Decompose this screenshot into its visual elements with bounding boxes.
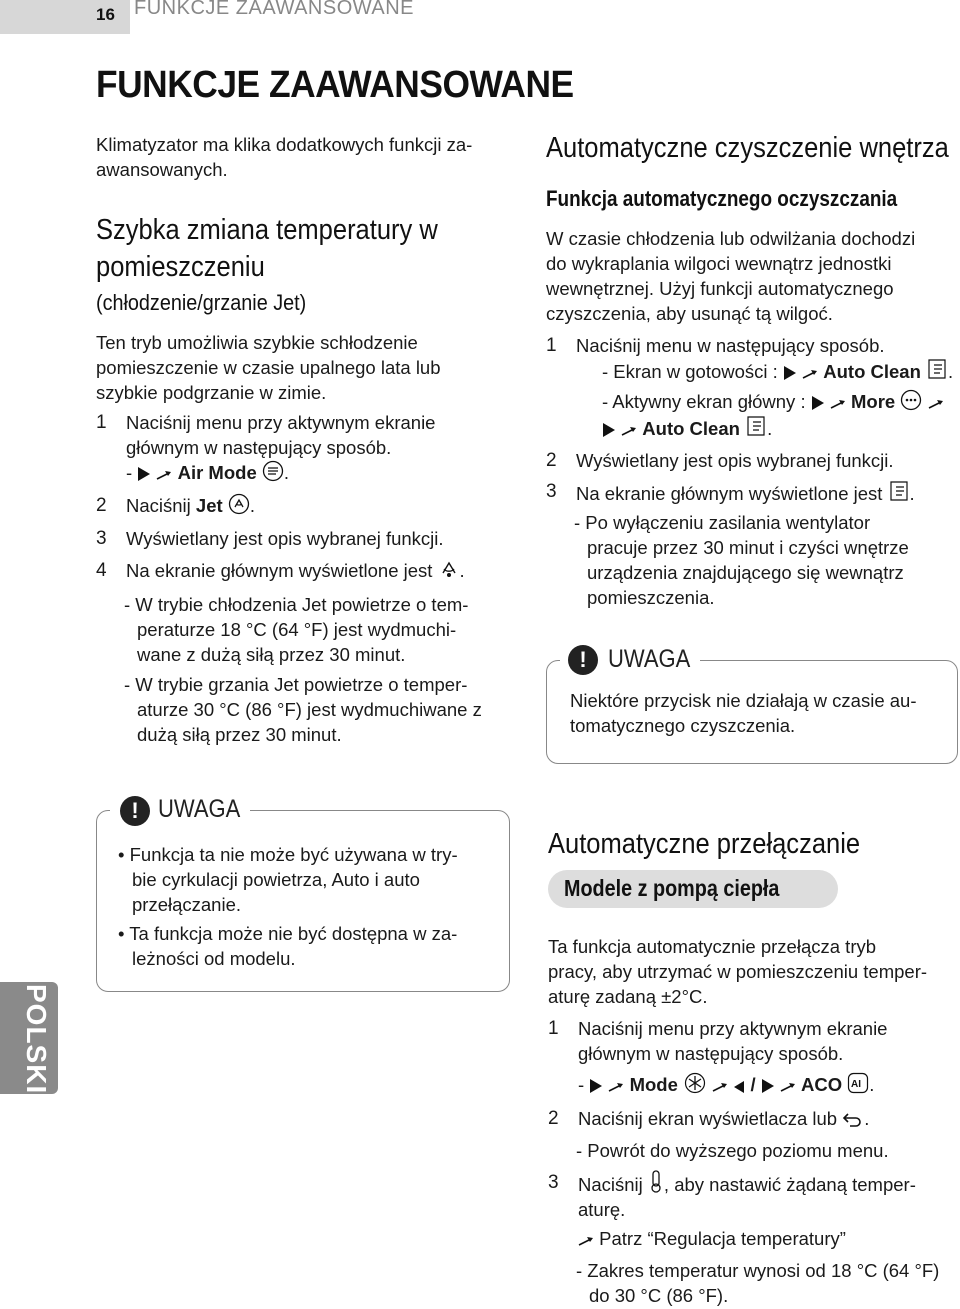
path-label: - Aktywny ekran główny : xyxy=(602,391,806,412)
auto-clean-description xyxy=(546,226,956,326)
step-number: 2 xyxy=(546,450,557,471)
mode-label: Mode xyxy=(629,1074,678,1095)
auto-switch-description xyxy=(548,934,960,1009)
jet-label: Jet xyxy=(195,495,223,516)
desc-line: szybkie podgrzanie w zimie. xyxy=(96,382,327,403)
step-line: Naciśnij xyxy=(578,1174,643,1195)
model-pill-label: Modele z pompą ciepła xyxy=(564,875,780,901)
desc-line: pomieszczenie w czasie upalnego lata lub xyxy=(96,357,441,378)
jet-description xyxy=(96,330,516,405)
auto-clean-icon xyxy=(888,479,910,503)
play-arrow-icon xyxy=(811,395,825,411)
step-text xyxy=(576,479,915,506)
punct: . xyxy=(459,560,465,581)
punct: . xyxy=(283,462,290,483)
jet-step-3 xyxy=(96,526,516,552)
punct: . xyxy=(767,418,773,439)
right-arrow-icon xyxy=(802,369,818,381)
path-label: - Ekran w gotowości : xyxy=(602,361,778,382)
note-line: dużą siłą przez 30 minut. xyxy=(137,724,342,745)
right-arrow-icon xyxy=(712,1082,728,1094)
step-line: głównym w następujący sposób. xyxy=(126,437,392,458)
step-text xyxy=(126,558,465,583)
step-line: Naciśnij xyxy=(126,495,191,516)
jet-active-icon xyxy=(438,558,460,580)
clean-step-3 xyxy=(546,479,956,505)
auto-clean-icon xyxy=(745,414,767,438)
back-icon xyxy=(842,1110,864,1128)
step-number: 1 xyxy=(548,1018,559,1039)
play-arrow-icon xyxy=(783,365,797,381)
auto-clean-icon xyxy=(926,357,948,381)
punct: . xyxy=(249,495,255,516)
desc-line: wewnętrznej. Użyj funkcji automatycznego xyxy=(546,278,894,299)
thermometer-icon xyxy=(648,1170,664,1194)
note-line: peraturze 18 °C (64 °F) jest wydmuchi- xyxy=(137,619,457,640)
page-title: FUNKCJE ZAAWANSOWANE xyxy=(96,64,574,106)
clean-step-1 xyxy=(546,333,956,359)
jet-subtitle: (chłodzenie/grzanie Jet) xyxy=(96,290,307,315)
warning-icon: ! xyxy=(120,796,150,826)
note-item: • Ta funkcja może nie być dostępna w za- xyxy=(118,923,458,944)
step-line: , aby nastawić żądaną temper- xyxy=(663,1174,916,1195)
temperature-range xyxy=(576,1258,960,1308)
step-text xyxy=(126,410,435,485)
note-line: tomatycznego czyszczenia. xyxy=(570,715,796,736)
desc-line: Ta funkcja automatycznie przełącza tryb xyxy=(548,936,877,957)
note-line: aturze 30 °C (86 °F) jest wydmuchiwane z xyxy=(137,699,482,720)
range-line: do 30 °C (86 °F). xyxy=(589,1285,729,1306)
jet-icon xyxy=(228,493,250,515)
intro-text xyxy=(96,132,516,182)
air-mode-label: Air Mode xyxy=(177,462,257,483)
note-title: UWAGA xyxy=(608,645,691,673)
note-item: bie cyrkulacji powietrza, Auto i auto xyxy=(132,869,420,890)
left-arrow-icon xyxy=(733,1080,745,1094)
step-line: Na ekranie głównym wyświetlone jest xyxy=(126,560,433,581)
step-text xyxy=(578,1106,869,1131)
step-line: Na ekranie głównym wyświetlone jest xyxy=(576,483,883,504)
note-line: wane z dużą siłą przez 30 minut. xyxy=(137,644,406,665)
note-item: przełączanie. xyxy=(132,894,242,915)
jet-title-line: Szybka zmiana temperatury w xyxy=(96,214,438,246)
desc-line: czyszczenia, aby usunąć tą wilgoć. xyxy=(546,303,833,324)
step-text: Naciśnij menu w następujący sposób. xyxy=(576,335,885,356)
punct: . xyxy=(864,1108,870,1129)
more-label: More xyxy=(851,391,896,412)
temperature-reference xyxy=(578,1226,958,1251)
step-line: aturę. xyxy=(578,1199,626,1220)
right-arrow-icon xyxy=(578,1236,594,1248)
step-number: 3 xyxy=(548,1172,559,1193)
play-arrow-icon xyxy=(602,422,616,438)
auto-clean-label: Auto Clean xyxy=(823,361,921,382)
step-number: 3 xyxy=(96,528,107,549)
right-arrow-icon xyxy=(608,1082,624,1094)
desc-line: do wykraplania wilgoci wewnątrz jednostki xyxy=(546,253,892,274)
desc-line: aturę zadaną ±2°C. xyxy=(548,986,708,1007)
clean-standby-path xyxy=(602,357,960,384)
note-line: Niektóre przycisk nie działają w czasie au- xyxy=(570,690,917,711)
step-text xyxy=(126,493,255,518)
play-arrow-icon xyxy=(589,1078,603,1094)
jet-cool-note xyxy=(124,592,514,667)
clean-note-text xyxy=(570,688,950,738)
note-item: leżności od modelu. xyxy=(132,948,296,969)
svg-text:AI: AI xyxy=(851,1079,862,1090)
dash: - xyxy=(126,462,133,483)
right-arrow-icon xyxy=(156,470,172,482)
step-number: 2 xyxy=(548,1108,559,1129)
desc-line: pracy, aby utrzymać w pomieszczeniu temper- xyxy=(548,961,928,982)
switch-step-1 xyxy=(548,1016,958,1095)
reference-text: Patrz “Regulacja temperatury” xyxy=(599,1228,846,1249)
aco-icon xyxy=(847,1072,869,1094)
note-line: - W trybie grzania Jet powietrze o temper- xyxy=(124,674,468,695)
note-item: • Funkcja ta nie może być używana w try- xyxy=(118,844,458,865)
auto-clean-label: Auto Clean xyxy=(642,418,740,439)
jet-note-list xyxy=(118,842,498,971)
punct: . xyxy=(909,483,915,504)
clean-main-path-cont xyxy=(602,414,902,441)
running-title: FUNKCJE ZAAWANSOWANE xyxy=(134,0,415,19)
right-arrow-icon xyxy=(928,399,944,411)
jet-step-2 xyxy=(96,493,516,519)
right-arrow-icon xyxy=(621,426,637,438)
aco-label: ACO xyxy=(801,1074,843,1095)
jet-step-1 xyxy=(96,410,516,486)
note-line: pracuje przez 30 minut i czyści wnętrze xyxy=(587,537,909,558)
intro-line: awansowanych. xyxy=(96,159,228,180)
note-line: pomieszczenia. xyxy=(587,587,715,608)
auto-clean-subtitle: Funkcja automatycznego oczyszczania xyxy=(546,186,898,211)
step-line: Naciśnij menu przy aktywnym ekranie xyxy=(578,1018,888,1039)
jet-title xyxy=(96,212,438,286)
right-arrow-icon xyxy=(830,399,846,411)
punct: . xyxy=(869,1074,875,1095)
step-text: Wyświetlany jest opis wybranej funkcji. xyxy=(126,528,444,549)
clean-main-path xyxy=(602,389,960,414)
play-arrow-icon xyxy=(137,466,151,482)
air-mode-icon xyxy=(262,460,284,482)
play-arrow-icon xyxy=(761,1078,775,1094)
intro-line: Klimatyzator ma klika dodatkowych funkcji za- xyxy=(96,134,473,155)
step-line: głównym w następujący sposób. xyxy=(578,1043,844,1064)
dash: - xyxy=(578,1074,585,1095)
note-line: urządzenia znajdującego się wewnątrz xyxy=(587,562,904,583)
punct: . xyxy=(948,361,954,382)
desc-line: Ten tryb umożliwia szybkie schłodzenie xyxy=(96,332,418,353)
auto-switch-title: Automatyczne przełączanie xyxy=(548,828,861,860)
jet-heat-note xyxy=(124,672,514,747)
step-number: 2 xyxy=(96,495,107,516)
page-number: 16 xyxy=(96,5,115,24)
auto-clean-title: Automatyczne czyszczenie wnętrza xyxy=(546,132,949,164)
step-number: 4 xyxy=(96,560,107,581)
note-title: UWAGA xyxy=(158,795,241,823)
mode-snowflake-icon xyxy=(683,1072,707,1094)
step-text xyxy=(578,1170,916,1222)
switch-step-2-note: - Powrót do wyższego poziomu menu. xyxy=(576,1140,889,1161)
step-number: 1 xyxy=(546,335,557,356)
jet-step-4 xyxy=(96,558,516,584)
range-line: - Zakres temperatur wynosi od 18 °C (64 °F) xyxy=(576,1260,940,1281)
step-text: Wyświetlany jest opis wybranej funkcji. xyxy=(576,450,894,471)
jet-title-line: pomieszczeniu xyxy=(96,251,265,283)
step-number: 3 xyxy=(546,481,557,502)
switch-step-3 xyxy=(548,1170,958,1222)
more-icon xyxy=(900,389,922,411)
note-line: - Po wyłączeniu zasilania wentylator xyxy=(574,512,871,533)
switch-step-2 xyxy=(548,1106,958,1132)
clean-step-3-note xyxy=(574,510,954,610)
desc-line: W czasie chłodzenia lub odwilżania dochodzi xyxy=(546,228,916,249)
warning-icon: ! xyxy=(568,645,598,675)
right-arrow-icon xyxy=(780,1082,796,1094)
step-text xyxy=(578,1016,887,1097)
language-label: POLSKI xyxy=(21,984,52,1095)
step-path xyxy=(126,460,435,485)
clean-step-2 xyxy=(546,448,956,474)
note-line: - W trybie chłodzenia Jet powietrze o tem- xyxy=(124,594,469,615)
step-number: 1 xyxy=(96,412,107,433)
step-path: - Mode / ACO AI . xyxy=(578,1074,875,1095)
step-line: Naciśnij ekran wyświetlacza lub xyxy=(578,1108,838,1129)
step-line: Naciśnij menu przy aktywnym ekranie xyxy=(126,412,436,433)
